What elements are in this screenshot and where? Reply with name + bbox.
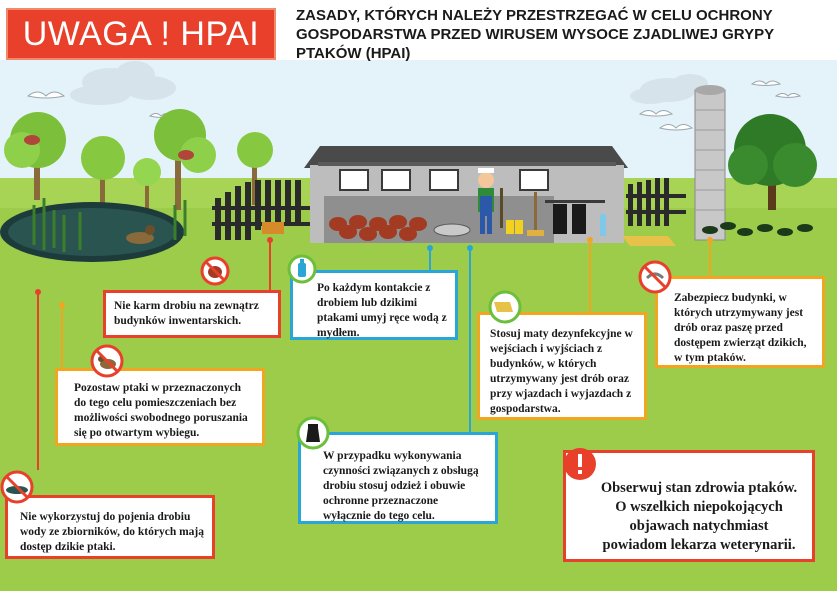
rule-card-feed: [103, 290, 281, 338]
rule-card-water: [5, 495, 215, 559]
no-bird-icon: [638, 260, 672, 294]
apron-icon: [296, 416, 330, 450]
silo: [695, 85, 725, 240]
rule-text-feed: Nie karm drobiu na zewnątrz budynków inwentarskich.: [114, 300, 259, 327]
rule-text-water: Nie wykorzystuj do pojenia drobiu wody ze zbiorników, do których mają dostęp dzikie ptaki.: [20, 511, 204, 553]
rule-text-secure: Zabezpiecz budynki, w których utrzymywany jest drób oraz paszę przed dostępem zwierząt dzikich, w tym ptaków.: [674, 292, 807, 364]
rule-text-keep: Pozostaw ptaki w przeznaczonych do tego celu pomieszczeniach bez możliwości swobodnego poruszania się po otwartym wybiegu.: [74, 382, 248, 439]
rule-card-observe: [563, 450, 815, 562]
rule-card-keep: [55, 368, 265, 446]
warning-icon: [562, 446, 598, 482]
rule-text-observe: Obserwuj stan zdrowia ptaków. O wszelkich niepokojących objawach natychmiast powiadom lekarza weterynarii.: [600, 480, 798, 553]
rule-text-wash: Po każdym kontakcie z drobiem lub dzikimi ptakami umyj ręce wodą z mydłem.: [317, 282, 447, 339]
no-duck-icon: [90, 344, 124, 378]
rule-text-mats: Stosuj maty dezynfekcyjne w wejściach i wyjściach z budynków, w których utrzymywany jest drób oraz przy wjazdach i wyjazdach z gospodarstwa.: [490, 328, 633, 415]
title-banner: [6, 8, 276, 60]
no-pond-icon: [0, 470, 34, 504]
page-subtitle: ZASADY, KTÓRYCH NALEŻY PRZESTRZEGAĆ W CELU OCHRONY GOSPODARSTWA PRZED WIRUSEM WYSOCE ZJADLIWEJ GRYPY PTAKÓW (HPAI): [296, 7, 774, 62]
page-title: UWAGA ! HPAI: [22, 15, 260, 53]
rule-card-secure: [655, 276, 825, 368]
feed-basket: [262, 222, 284, 234]
barn: [304, 146, 628, 243]
rule-text-clothes: W przypadku wykonywania czynności związanych z obsługą drobiu stosuj odzież i obuwie ochronne przeznaczone wyłącznie do tego celu.: [323, 450, 479, 522]
no-hen-icon: [200, 256, 230, 286]
disinfection-mat: [622, 236, 676, 246]
rule-card-mats: [477, 312, 647, 420]
mat-icon: [488, 290, 522, 324]
hand-wash-icon: [287, 254, 317, 284]
